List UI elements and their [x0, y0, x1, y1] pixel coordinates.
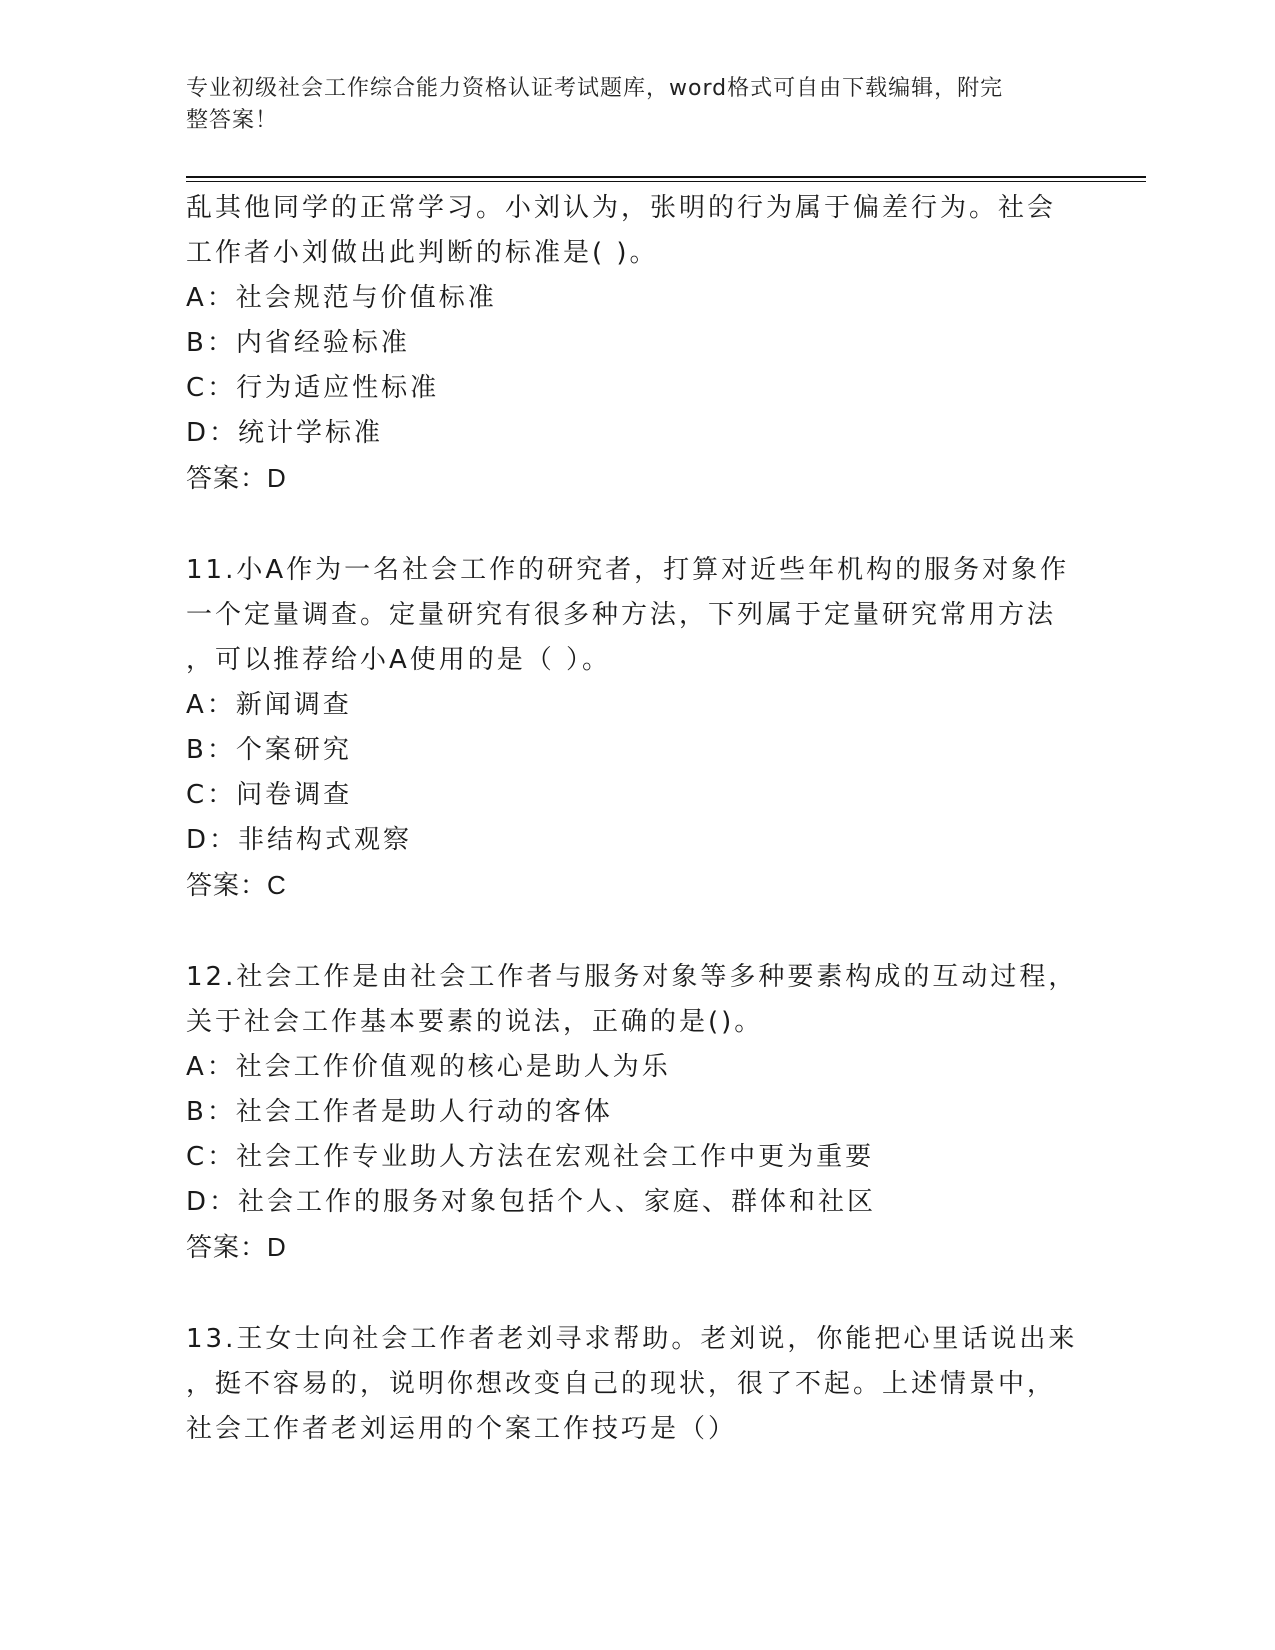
option-b: B：个案研究	[186, 735, 352, 765]
question-stem-line: 社会工作者老刘运用的个案工作技巧是（）	[186, 1414, 738, 1444]
question-13	[186, 1317, 1086, 1452]
question-12	[186, 955, 1086, 1270]
question-10	[186, 186, 1086, 501]
question-stem-line: 乱其他同学的正常学习。小刘认为，张明的行为属于偏差行为。社会	[186, 193, 1057, 223]
page-header	[186, 73, 1066, 137]
question-stem-line: ，可以推荐给小A使用的是（ ）。	[186, 645, 612, 675]
header-line-1: 专业初级社会工作综合能力资格认证考试题库，word格式可自由下载编辑，附完	[186, 76, 1004, 101]
option-a: A：社会规范与价值标准	[186, 283, 497, 313]
question-gap	[186, 1270, 1086, 1317]
question-stem-line: 一个定量调查。定量研究有很多种方法，下列属于定量研究常用方法	[186, 600, 1057, 630]
question-gap	[186, 908, 1086, 955]
header-line-2: 整答案！	[186, 108, 279, 133]
option-d: D：社会工作的服务对象包括个人、家庭、群体和社区	[186, 1187, 877, 1217]
option-c: C：社会工作专业助人方法在宏观社会工作中更为重要	[186, 1142, 875, 1172]
option-c: C：行为适应性标准	[186, 373, 440, 403]
option-b: B：内省经验标准	[186, 328, 410, 358]
option-c: C：问卷调查	[186, 780, 353, 810]
question-stem-line: 11.小A作为一名社会工作的研究者，打算对近些年机构的服务对象作	[186, 555, 1070, 585]
option-a: A：社会工作价值观的核心是助人为乐	[186, 1052, 671, 1082]
option-d: D：非结构式观察	[186, 825, 413, 855]
option-a: A：新闻调查	[186, 690, 352, 720]
question-stem-line: ，挺不容易的，说明你想改变自己的现状，很了不起。上述情景中，	[186, 1369, 1057, 1399]
answer-line: 答案：D	[186, 1232, 287, 1262]
question-stem-line: 12.社会工作是由社会工作者与服务对象等多种要素构成的互动过程，	[186, 962, 1078, 992]
header-rule-thick	[186, 176, 1146, 178]
question-stem-line: 关于社会工作基本要素的说法，正确的是()。	[186, 1007, 764, 1037]
question-gap	[186, 501, 1086, 548]
answer-line: 答案：D	[186, 463, 287, 493]
answer-line: 答案：C	[186, 870, 287, 900]
question-list	[186, 186, 1086, 1452]
question-11	[186, 548, 1086, 908]
question-stem-line: 工作者小刘做出此判断的标准是( )。	[186, 238, 659, 268]
option-b: B：社会工作者是助人行动的客体	[186, 1097, 613, 1127]
option-d: D：统计学标准	[186, 418, 384, 448]
question-stem-line: 13.王女士向社会工作者老刘寻求帮助。老刘说，你能把心里话说出来	[186, 1324, 1078, 1354]
header-rule-thin	[186, 181, 1146, 182]
